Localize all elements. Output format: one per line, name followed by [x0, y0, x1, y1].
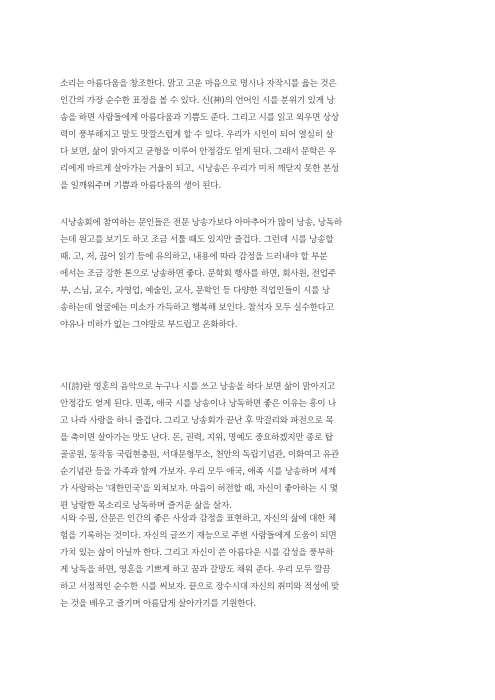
text-line: 시(詩)란 영혼의 음악으로 누구나 시를 쓰고 낭송을 하다 보면 삶이 맑아지고: [60, 382, 335, 392]
text-line: 고 나라 사랑을 하니 즐겁다. 그리고 낭송회가 끝난 후 막걸리와 파전으로 목: [60, 416, 334, 426]
text-line: 에서는 조금 강한 톤으로 낭송하면 좋다. 문학회 행사를 하면, 회사원, 전업주: [60, 269, 336, 279]
paragraph-3: [60, 379, 438, 515]
text-line: 력이 풍부해지고 말도 맛깔스럽게 할 수 있다. 우리가 시인이 되어 열심히 살: [60, 130, 334, 140]
paragraph-2: [60, 215, 438, 334]
text-line: 순기념관 등을 가족과 함께 가보자. 우리 모두 애국, 애족 시를 낭송하며 세계: [60, 467, 336, 477]
text-line: 을 축이면 살아가는 맛도 난다. 돈, 권력, 지위, 명예도 중요하겠지만 종로 탑: [60, 433, 333, 443]
paragraph-4: [60, 511, 438, 613]
text-line: 는 것을 배우고 즐기며 아름답게 살아가기를 기원한다.: [60, 599, 256, 609]
text-line: 송을 하면 사람들에게 아름다움과 기쁨도 준다. 그리고 시를 읽고 외우면 상상: [60, 113, 339, 123]
paragraph-1: [60, 76, 438, 195]
text-line: 골공원, 동작동 국립현충원, 서대문형무소, 천안의 독립기념관, 이화여고 유관: [60, 450, 339, 460]
text-line: 험을 기록하는 것이다. 자신의 글쓰기 재능으로 주변 사람들에게 도움이 되면: [60, 531, 337, 541]
text-line: 안정감도 얻게 된다. 민족, 애국 시를 낭송이나 낭독하면 좋은 이유는 흥이 나: [60, 399, 336, 409]
text-line: 야유나 비하가 없는 그야말로 부드럽고 온화하다.: [60, 320, 238, 330]
text-line: 하고 서정적인 순수한 시를 써보자. 끝으로 장수시대 자신의 취미와 적성에 맞: [60, 582, 339, 592]
text-line: 게 낭독을 하면, 영혼을 기쁘게 하고 꿈과 갈망도 채워 준다. 우리 모두 깔끔: [60, 565, 331, 575]
text-line: 시와 수필, 산문은 인간의 좋은 사상과 감정을 표현하고, 자신의 삶에 대한 체: [60, 514, 336, 524]
text-line: 가 사랑하는 '대한민국'을 외쳐보자. 마음이 허전할 때, 자신이 좋아하는 시 몇: [60, 484, 338, 494]
text-line: 가치 있는 삶이 아닐까 한다. 그리고 자신이 쓴 아름다운 시를 감성을 풍부하: [60, 548, 334, 558]
text-line: 는데 원고를 보기도 하고 조금 서툴 때도 있지만 즐겁다. 그런데 시를 낭송할: [60, 235, 334, 245]
text-line: 부, 스님, 교수, 자영업, 예술인, 교사, 문학인 등 다양한 직업인들이 시를 낭: [60, 286, 330, 296]
text-line: 송하는데 얼굴에는 미소가 가득하고 행복해 보인다. 참석자 모두 실수한다고: [60, 303, 334, 313]
text-line: 을 일깨워주며 기쁨과 아름다움의 생이 된다.: [60, 181, 222, 191]
text-line: 다 보면, 삶이 맑아지고 균형을 이루어 안정감도 얻게 된다. 그래서 문학은 우: [60, 147, 336, 157]
text-line: 인간의 가장 순수한 표정을 볼 수 있다. 신(神)의 언어인 시를 분위기 있게 낭: [60, 96, 335, 106]
text-line: 시낭송회에 참여하는 문인들은 전문 낭송가보다 아마추어가 많이 낭송, 낭독하: [60, 218, 343, 228]
text-line: 편 낭랑한 목소리로 낭독하며 즐거운 삶을 살자.: [60, 501, 232, 511]
text-line: 소리는 아름다움을 창조한다. 맑고 고운 마음으로 명시나 자작시를 읊는 것은: [60, 79, 337, 89]
text-line: 리에게 바르게 살아가는 거울이 되고, 시낭송은 우리가 미처 깨닫지 못한 본성: [60, 164, 339, 174]
text-line: 때. 고, 저, 끊어 읽기 등에 유의하고, 내용에 따라 감정을 드러내야 할 부분: [60, 252, 328, 262]
